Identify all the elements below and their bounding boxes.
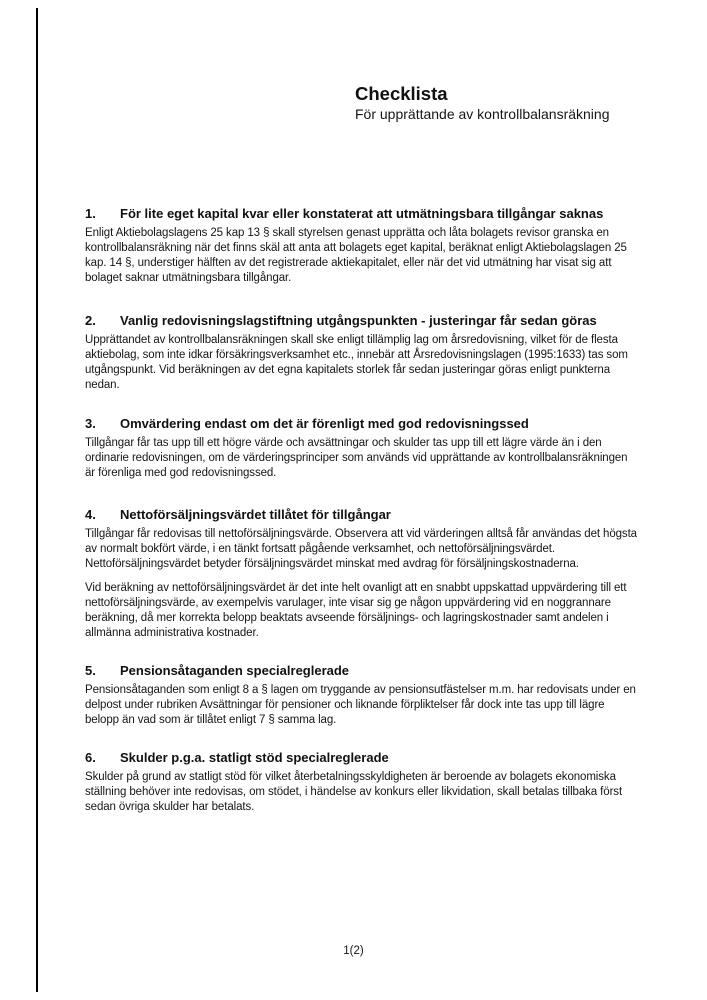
section-number: 6. bbox=[85, 750, 96, 765]
section-paragraph: Enligt Aktiebolagslagens 25 kap 13 § skall styrelsen genast upprätta och låta bolagets revisor granska en kontrollbalansräkning när det finns skäl att anta att bolagets eget kapital, beräknat enligt Aktiebolagslagen 25 kap. 14 §, understiger hälften av det registrerade aktiekapitalet, eller när det vid utmätning har visat sig att bolaget saknar utmätningsbara tillgångar. bbox=[85, 227, 627, 284]
checklist-section-1 bbox=[85, 205, 637, 286]
section-paragraph: Pensionsåtaganden som enligt 8 a § lagen om tryggande av pensionsutfästelser m.m. har redovisats under en delpost under rubriken Avsättningar för pensioner och liknande förpliktelser får dock inte tas upp till lägre belopp än vad som är tillåtet enligt 7 § samma lag. bbox=[85, 684, 636, 726]
checklist-section-6 bbox=[85, 749, 637, 815]
scan-border-artifact bbox=[36, 8, 38, 992]
section-title: Pensionsåtaganden specialreglerade bbox=[120, 663, 350, 678]
section-heading-row bbox=[85, 415, 637, 432]
section-heading-row bbox=[85, 749, 637, 766]
section-number: 1. bbox=[85, 206, 96, 221]
section-heading-row bbox=[85, 205, 637, 222]
section-title: Nettoförsäljningsvärdet tillåtet för tillgångar bbox=[120, 507, 391, 522]
document-body bbox=[85, 205, 637, 815]
section-title: Vanlig redovisningslagstiftning utgångspunkten - justeringar får sedan göras bbox=[120, 313, 597, 328]
checklist-section-5 bbox=[85, 662, 637, 728]
section-paragraph: Upprättandet av kontrollbalansräkningen skall ske enligt tillämplig lag om årsredovisning, vilket för de flesta aktiebolag, som inte idkar försäkringsverksamhet etc., innebär att Årsredovisningslagen (1995:1633) tas som utgångspunkt. Vid beräkningen av det egna kapitalets storlek får sedan justeringar göras enligt punkterna nedan. bbox=[85, 334, 628, 391]
section-paragraph: Vid beräkning av nettoförsäljningsvärdet är det inte helt ovanligt att en snabbt uppskattad uppvärdering till ett nettoförsäljningsvärde, av exempelvis varulager, inte visar sig ge någon uppvärdering vid en noggrannare beräkning, då mer korrekta belopp beaktats avseende försäljnings- och lagringskostnader samt andelen i allmänna administrativa kostnader. bbox=[85, 582, 627, 639]
section-title: Omvärdering endast om det är förenligt med god redovisningssed bbox=[120, 416, 529, 431]
section-heading-row bbox=[85, 662, 637, 679]
section-number: 2. bbox=[85, 313, 96, 328]
section-number: 5. bbox=[85, 663, 96, 678]
page-number: 1(2) bbox=[343, 945, 364, 957]
document-header bbox=[355, 84, 675, 123]
checklist-section-2 bbox=[85, 312, 637, 393]
section-paragraph: Skulder på grund av statligt stöd för vilket återbetalningsskyldigheten är beroende av bolagets ekonomiska ställning behöver inte redovisas, om stödet, i händelse av konkurs eller likvidation, skall betalas tillbaka först sedan övriga skulder har betalats. bbox=[85, 771, 623, 813]
section-paragraph: Tillgångar får redovisas till nettoförsäljningsvärde. Observera att vid värderingen alltså får användas det högsta av normalt bokfört värde, i en tänkt fortsatt pågående verksamhet, och nettoförsäljningsvärdet. Nettoförsäljningsvärdet betyder försäljningsvärdet minskat med avdrag för försäljningskostnaderna. bbox=[85, 528, 637, 570]
checklist-section-3 bbox=[85, 415, 637, 481]
section-title: Skulder p.g.a. statligt stöd specialreglerade bbox=[120, 750, 389, 765]
section-heading-row bbox=[85, 312, 637, 329]
section-paragraph: Tillgångar får tas upp till ett högre värde och avsättningar och skulder tas upp till ett lägre värde än i den ordinarie redovisningen, om de värderingsprinciper som används vid upprättande av kontrollbalansräkningen är förenliga med god redovisningssed. bbox=[85, 437, 628, 479]
section-number: 3. bbox=[85, 416, 96, 431]
section-title: För lite eget kapital kvar eller konstaterat att utmätningsbara tillgångar saknas bbox=[120, 206, 604, 221]
section-number: 4. bbox=[85, 507, 96, 522]
checklist-section-4 bbox=[85, 506, 637, 641]
document-title: Checklista bbox=[355, 83, 448, 104]
section-heading-row bbox=[85, 506, 637, 523]
document-subtitle: För upprättande av kontrollbalansräkning bbox=[355, 106, 610, 122]
